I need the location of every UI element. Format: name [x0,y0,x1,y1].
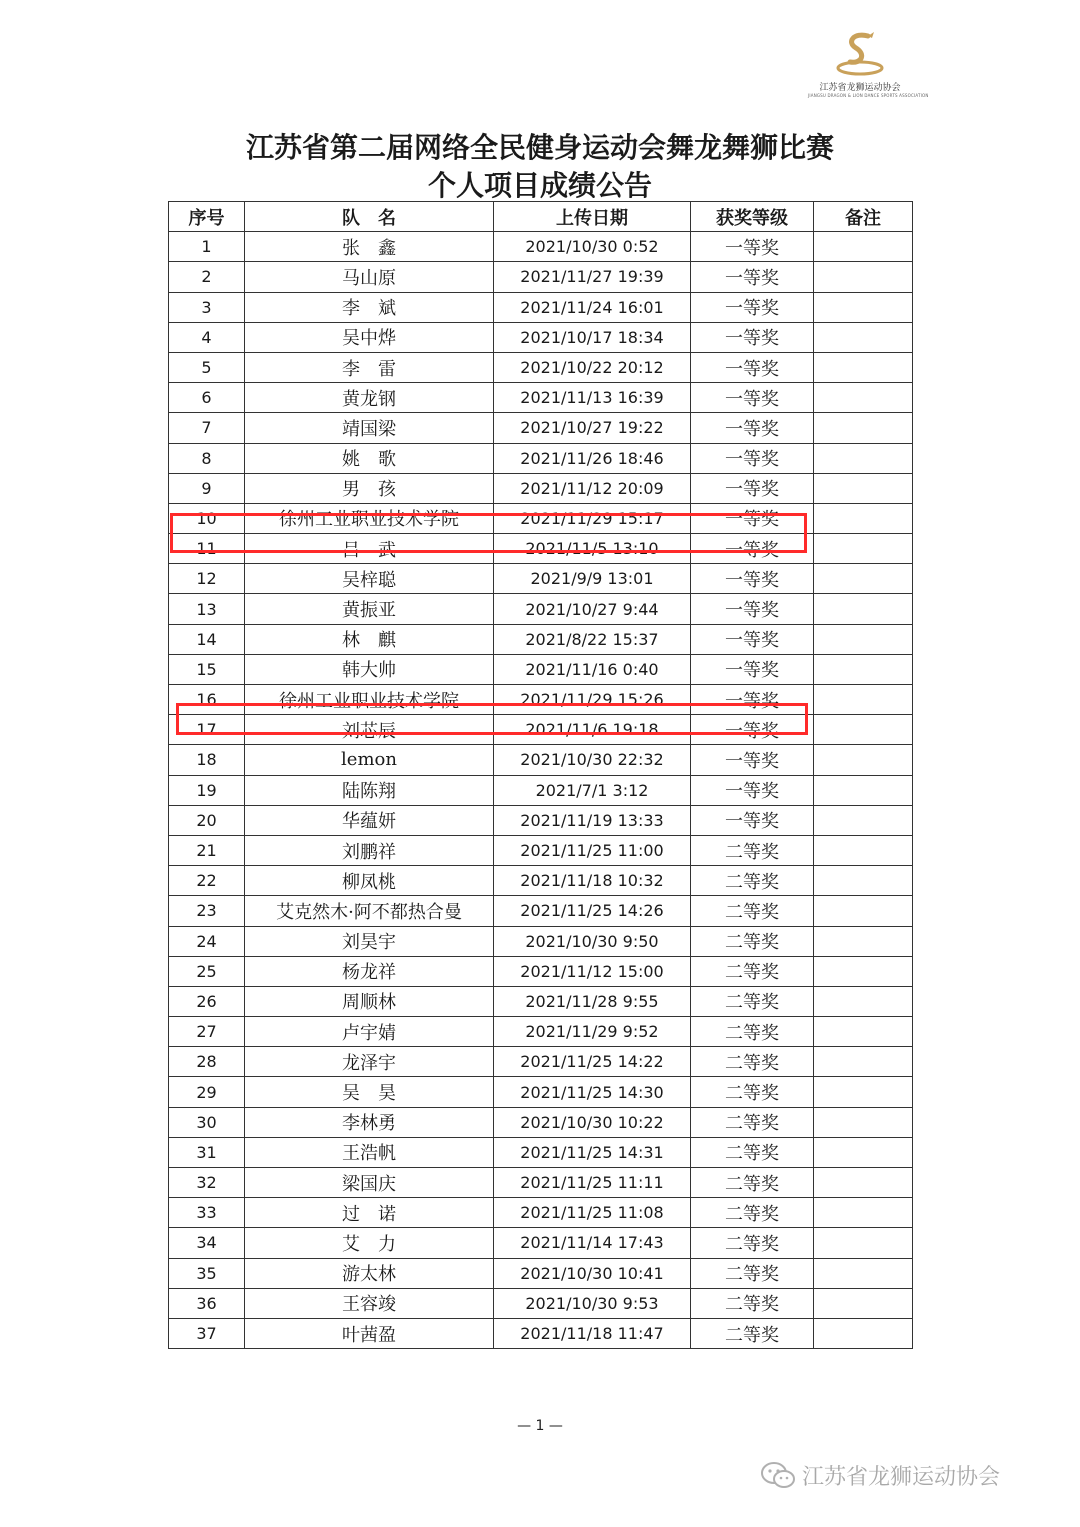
logo-name-en: JIANGSU DRAGON & LION DANCE SPORTS ASSOCIATION [808,93,929,98]
table-row [169,1107,913,1137]
row-note-cell [814,1047,913,1077]
row-award-cell: 一等奖 [691,534,814,564]
row-award-cell: 一等奖 [691,262,814,292]
row-note-cell [814,1107,913,1137]
row-team-cell: 李林勇 [245,1107,494,1137]
row-date-cell: 2021/11/28 9:55 [494,986,691,1016]
row-note-cell [814,383,913,413]
highlight-box-row-16 [176,703,808,735]
row-no-cell: 34 [169,1228,245,1258]
row-note-cell [814,805,913,835]
table-row [169,443,913,473]
row-team-cell: 刘鹏祥 [245,835,494,865]
row-no-cell: 12 [169,564,245,594]
row-note-cell [814,473,913,503]
table-row [169,835,913,865]
row-award-cell: 一等奖 [691,232,814,262]
row-date-cell: 2021/11/12 15:00 [494,956,691,986]
row-no-cell: 27 [169,1017,245,1047]
row-team-cell: 吴 昊 [245,1077,494,1107]
row-award-cell: 二等奖 [691,1077,814,1107]
row-team-cell: 林 麒 [245,624,494,654]
row-team-cell: 徐州工业职业技术学院 [245,685,494,715]
row-award-cell: 一等奖 [691,715,814,745]
row-date-cell: 2021/11/6 19:18 [494,715,691,745]
row-date-cell: 2021/8/22 15:37 [494,624,691,654]
row-team-cell: 李 雷 [245,352,494,382]
row-date-cell: 2021/10/30 22:32 [494,745,691,775]
row-no-cell: 25 [169,956,245,986]
row-award-cell: 一等奖 [691,413,814,443]
row-no-cell: 15 [169,654,245,684]
dragon-s-logo-icon [832,28,888,78]
row-no-cell: 9 [169,473,245,503]
row-team-cell: 徐州工业职业技术学院 [245,503,494,533]
row-team-cell: lemon [245,745,494,775]
table-row [169,322,913,352]
row-date-cell: 2021/10/27 9:44 [494,594,691,624]
row-team-cell: 艾 力 [245,1228,494,1258]
header-team: 队 名 [245,202,494,232]
highlight-box-row-10 [170,513,807,553]
table-row [169,383,913,413]
row-note-cell [814,1168,913,1198]
table-row [169,1017,913,1047]
row-note-cell [814,322,913,352]
table-row [169,1258,913,1288]
row-award-cell: 二等奖 [691,1168,814,1198]
row-date-cell: 2021/11/13 16:39 [494,383,691,413]
row-no-cell: 37 [169,1318,245,1348]
row-award-cell: 一等奖 [691,383,814,413]
row-team-cell: 靖国梁 [245,413,494,443]
header-note: 备注 [814,202,913,232]
row-date-cell: 2021/10/30 9:50 [494,926,691,956]
row-no-cell: 35 [169,1258,245,1288]
row-team-cell: 艾克然木·阿不都热合曼 [245,896,494,926]
row-note-cell [814,775,913,805]
row-note-cell [814,715,913,745]
row-award-cell: 二等奖 [691,1137,814,1167]
row-team-cell: 陆陈翔 [245,775,494,805]
row-date-cell: 2021/11/25 11:08 [494,1198,691,1228]
row-no-cell: 5 [169,352,245,382]
row-note-cell [814,352,913,382]
document-subtitle: 个人项目成绩公告 [427,169,652,202]
table-row [169,896,913,926]
table-row [169,805,913,835]
row-team-cell: 柳凤桃 [245,866,494,896]
row-no-cell: 3 [169,292,245,322]
row-note-cell [814,926,913,956]
row-team-cell: 姚 歌 [245,443,494,473]
table-row [169,926,913,956]
row-date-cell: 2021/11/29 15:26 [494,685,691,715]
row-date-cell: 2021/10/30 10:22 [494,1107,691,1137]
row-no-cell: 36 [169,1288,245,1318]
row-note-cell [814,1137,913,1167]
table-header-row [169,202,913,232]
row-note-cell [814,292,913,322]
table-row [169,745,913,775]
row-team-cell: 男 孩 [245,473,494,503]
row-team-cell: 吴中烨 [245,322,494,352]
row-note-cell [814,1198,913,1228]
row-note-cell [814,956,913,986]
row-award-cell: 一等奖 [691,322,814,352]
row-award-cell: 二等奖 [691,1228,814,1258]
row-award-cell: 二等奖 [691,956,814,986]
table-row [169,1047,913,1077]
table-row [169,775,913,805]
row-note-cell [814,866,913,896]
row-award-cell: 一等奖 [691,624,814,654]
row-no-cell: 13 [169,594,245,624]
row-award-cell: 一等奖 [691,503,814,533]
row-award-cell: 二等奖 [691,986,814,1016]
row-award-cell: 二等奖 [691,1288,814,1318]
row-team-cell: 黄振亚 [245,594,494,624]
row-team-cell: 黄龙钢 [245,383,494,413]
row-award-cell: 二等奖 [691,835,814,865]
row-note-cell [814,413,913,443]
row-date-cell: 2021/11/24 16:01 [494,292,691,322]
row-award-cell: 一等奖 [691,745,814,775]
row-no-cell: 10 [169,503,245,533]
row-team-cell: 周顺林 [245,986,494,1016]
row-date-cell: 2021/11/29 15:17 [494,503,691,533]
row-date-cell: 2021/10/30 9:53 [494,1288,691,1318]
row-no-cell: 14 [169,624,245,654]
table-row [169,473,913,503]
row-no-cell: 32 [169,1168,245,1198]
row-date-cell: 2021/11/18 11:47 [494,1318,691,1348]
table-row [169,292,913,322]
header-no: 序号 [169,202,245,232]
row-date-cell: 2021/11/25 11:00 [494,835,691,865]
row-no-cell: 29 [169,1077,245,1107]
row-no-cell: 18 [169,745,245,775]
header-award: 获奖等级 [691,202,814,232]
table-row [169,1168,913,1198]
row-award-cell: 二等奖 [691,896,814,926]
row-date-cell: 2021/11/5 13:10 [494,534,691,564]
row-team-cell: 梁国庆 [245,1168,494,1198]
row-award-cell: 一等奖 [691,775,814,805]
row-no-cell: 17 [169,715,245,745]
row-no-cell: 31 [169,1137,245,1167]
row-date-cell: 2021/9/9 13:01 [494,564,691,594]
row-award-cell: 一等奖 [691,594,814,624]
table-row [169,1318,913,1348]
row-award-cell: 一等奖 [691,654,814,684]
table-row [169,564,913,594]
row-note-cell [814,1258,913,1288]
row-no-cell: 26 [169,986,245,1016]
row-team-cell: 过 诺 [245,1198,494,1228]
document-title: 江苏省第二届网络全民健身运动会舞龙舞狮比赛 [245,131,834,164]
row-team-cell: 刘芯辰 [245,715,494,745]
row-award-cell: 二等奖 [691,1047,814,1077]
row-date-cell: 2021/11/25 14:26 [494,896,691,926]
table-row [169,986,913,1016]
row-no-cell: 28 [169,1047,245,1077]
row-note-cell [814,443,913,473]
row-note-cell [814,232,913,262]
row-date-cell: 2021/11/19 13:33 [494,805,691,835]
row-team-cell: 吕 武 [245,534,494,564]
row-note-cell [814,1288,913,1318]
row-award-cell: 一等奖 [691,473,814,503]
row-note-cell [814,594,913,624]
row-award-cell: 二等奖 [691,1318,814,1348]
row-date-cell: 2021/11/27 19:39 [494,262,691,292]
row-award-cell: 二等奖 [691,1017,814,1047]
row-date-cell: 2021/11/25 11:11 [494,1168,691,1198]
row-note-cell [814,1228,913,1258]
row-no-cell: 6 [169,383,245,413]
row-no-cell: 20 [169,805,245,835]
row-team-cell: 卢宇婧 [245,1017,494,1047]
row-no-cell: 23 [169,896,245,926]
row-date-cell: 2021/10/22 20:12 [494,352,691,382]
row-team-cell: 李 斌 [245,292,494,322]
row-no-cell: 24 [169,926,245,956]
row-no-cell: 2 [169,262,245,292]
association-logo [808,28,929,104]
page-number: — 1 — [517,1418,563,1434]
row-date-cell: 2021/11/25 14:22 [494,1047,691,1077]
row-no-cell: 7 [169,413,245,443]
row-no-cell: 19 [169,775,245,805]
wechat-icon [760,1461,796,1491]
row-note-cell [814,1077,913,1107]
row-team-cell: 张 鑫 [245,232,494,262]
row-date-cell: 2021/11/29 9:52 [494,1017,691,1047]
row-date-cell: 2021/10/17 18:34 [494,322,691,352]
table-row [169,866,913,896]
row-date-cell: 2021/11/25 14:31 [494,1137,691,1167]
row-date-cell: 2021/11/12 20:09 [494,473,691,503]
row-team-cell: 华蕴妍 [245,805,494,835]
row-note-cell [814,685,913,715]
table-row [169,232,913,262]
watermark-text: 江苏省龙狮运动协会 [802,1465,1001,1490]
table-row [169,352,913,382]
row-award-cell: 一等奖 [691,443,814,473]
row-date-cell: 2021/11/16 0:40 [494,654,691,684]
row-award-cell: 一等奖 [691,685,814,715]
results-table [168,201,913,1349]
row-award-cell: 二等奖 [691,866,814,896]
row-note-cell [814,534,913,564]
row-date-cell: 2021/11/18 10:32 [494,866,691,896]
row-team-cell: 王浩帆 [245,1137,494,1167]
row-note-cell [814,1318,913,1348]
table-row [169,413,913,443]
row-team-cell: 龙泽宇 [245,1047,494,1077]
row-date-cell: 2021/11/14 17:43 [494,1228,691,1258]
row-no-cell: 16 [169,685,245,715]
row-no-cell: 4 [169,322,245,352]
row-award-cell: 二等奖 [691,1258,814,1288]
row-date-cell: 2021/10/27 19:22 [494,413,691,443]
table-row [169,1077,913,1107]
row-date-cell: 2021/11/26 18:46 [494,443,691,473]
row-team-cell: 刘昊宇 [245,926,494,956]
row-date-cell: 2021/10/30 10:41 [494,1258,691,1288]
wechat-watermark [760,1460,1000,1491]
row-award-cell: 一等奖 [691,564,814,594]
row-award-cell: 一等奖 [691,292,814,322]
row-no-cell: 33 [169,1198,245,1228]
row-award-cell: 二等奖 [691,1107,814,1137]
row-note-cell [814,624,913,654]
row-note-cell [814,654,913,684]
row-no-cell: 21 [169,835,245,865]
row-team-cell: 游太林 [245,1258,494,1288]
table-row [169,1198,913,1228]
row-note-cell [814,986,913,1016]
table-row [169,262,913,292]
row-note-cell [814,564,913,594]
row-team-cell: 韩大帅 [245,654,494,684]
row-team-cell: 杨龙祥 [245,956,494,986]
row-date-cell: 2021/11/25 14:30 [494,1077,691,1107]
table-row [169,1137,913,1167]
table-row [169,624,913,654]
row-award-cell: 一等奖 [691,805,814,835]
row-no-cell: 8 [169,443,245,473]
table-row [169,654,913,684]
table-row [169,1228,913,1258]
row-date-cell: 2021/10/30 0:52 [494,232,691,262]
row-award-cell: 一等奖 [691,352,814,382]
header-date: 上传日期 [494,202,691,232]
row-no-cell: 1 [169,232,245,262]
row-team-cell: 王容竣 [245,1288,494,1318]
row-note-cell [814,503,913,533]
row-note-cell [814,262,913,292]
row-note-cell [814,1017,913,1047]
row-note-cell [814,745,913,775]
row-team-cell: 马山原 [245,262,494,292]
row-award-cell: 二等奖 [691,926,814,956]
table-row [169,1288,913,1318]
row-note-cell [814,896,913,926]
table-row [169,956,913,986]
row-note-cell [814,835,913,865]
row-date-cell: 2021/7/1 3:12 [494,775,691,805]
row-award-cell: 二等奖 [691,1198,814,1228]
row-team-cell: 叶茜盈 [245,1318,494,1348]
row-team-cell: 吴梓聪 [245,564,494,594]
logo-name-cn: 江苏省龙狮运动协会 [819,83,901,93]
row-no-cell: 22 [169,866,245,896]
row-no-cell: 30 [169,1107,245,1137]
table-row [169,594,913,624]
row-no-cell: 11 [169,534,245,564]
